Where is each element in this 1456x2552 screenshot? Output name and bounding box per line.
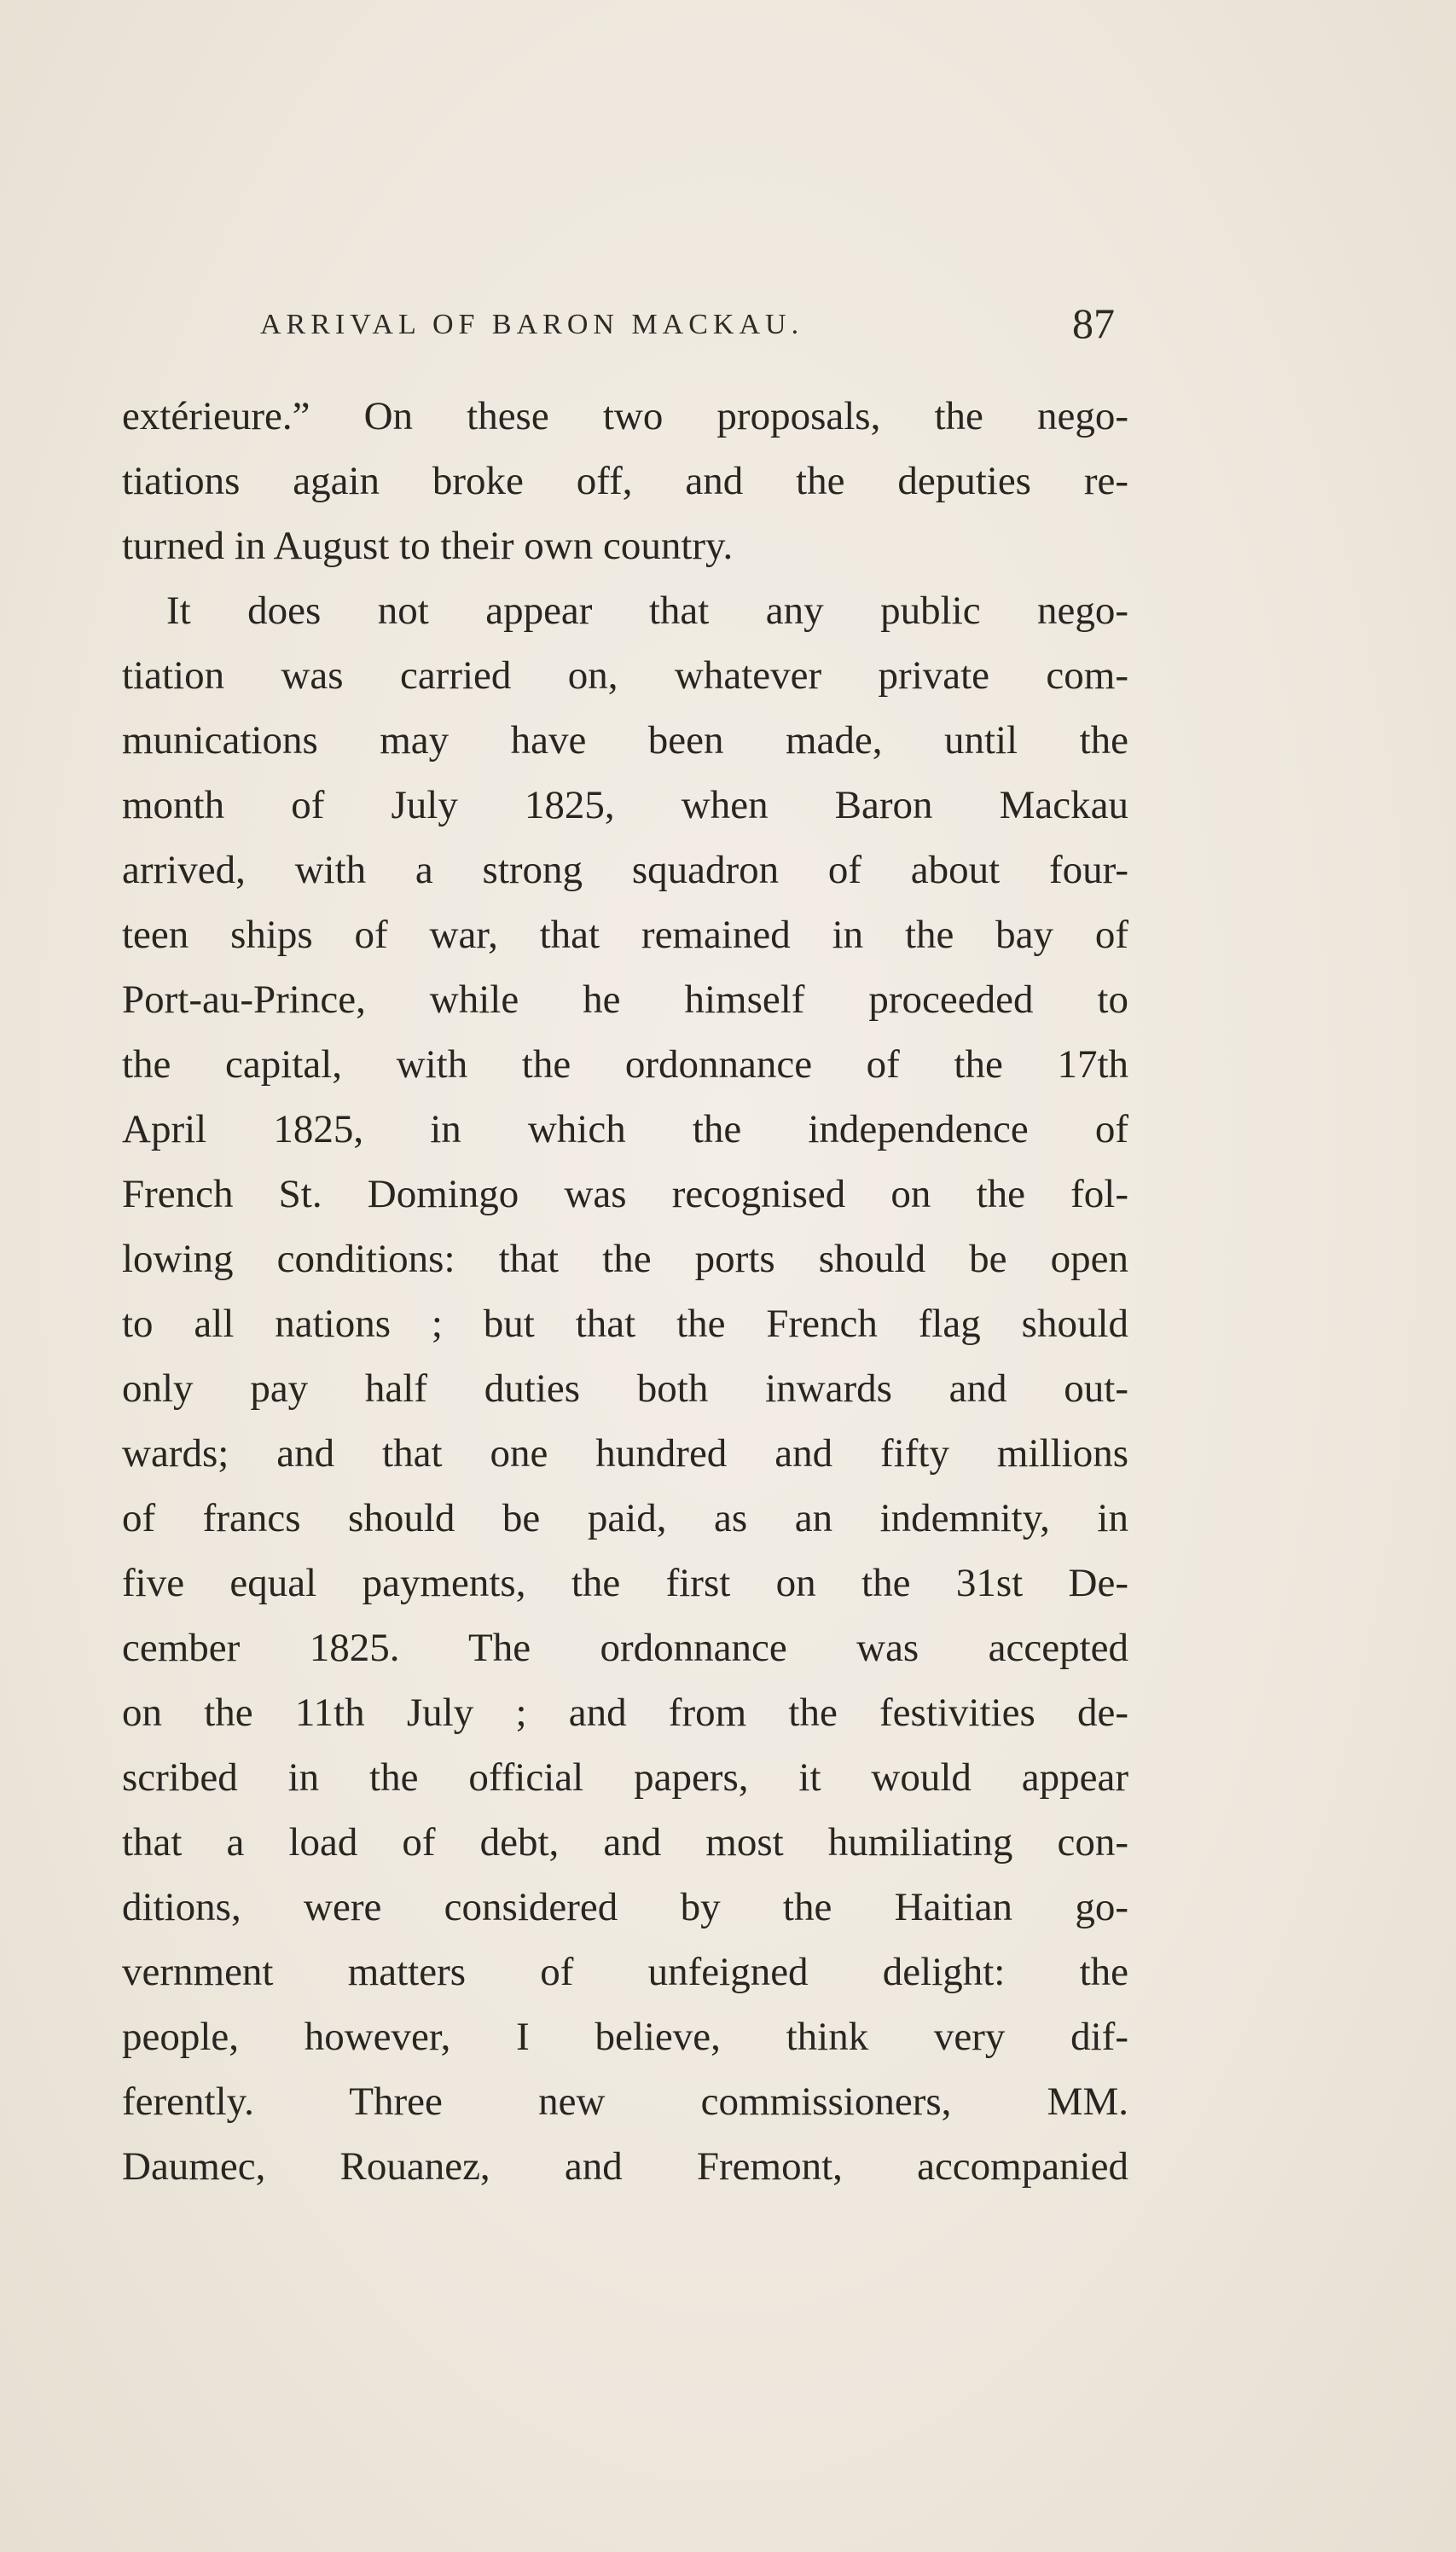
text-line: lowing conditions: that the ports should be open <box>122 1237 1128 1281</box>
text-line: French St. Domingo was recognised on the fol- <box>122 1172 1128 1216</box>
text-line: that a load of debt, and most humiliating con- <box>122 1820 1128 1865</box>
text-line: It does not appear that any public nego- <box>166 589 1128 633</box>
text-line: scribed in the official papers, it would appear <box>122 1755 1128 1800</box>
running-title: ARRIVAL OF BARON MACKAU. <box>260 309 804 340</box>
body-text <box>122 384 1128 2199</box>
paragraph-2 <box>122 578 1128 2199</box>
text-line: vernment matters of unfeigned delight: the <box>122 1950 1128 1994</box>
text-line: wards; and that one hundred and fifty millions <box>122 1431 1128 1476</box>
text-line: Port-au-Prince, while he himself proceeded to <box>122 977 1128 1022</box>
paragraph-1 <box>122 384 1128 578</box>
text-line: turned in August to their own country. <box>122 524 734 568</box>
text-line: the capital, with the ordonnance of the 17th <box>122 1042 1128 1087</box>
text-line: Daumec, Rouanez, and Fremont, accompanied <box>122 2144 1128 2189</box>
text-line: month of July 1825, when Baron Mackau <box>122 783 1128 827</box>
text-line: April 1825, in which the independence of <box>122 1107 1128 1151</box>
text-line: five equal payments, the first on the 31st De- <box>122 1561 1128 1605</box>
text-line: ditions, were considered by the Haitian go- <box>122 1885 1128 1929</box>
text-line: on the 11th July ; and from the festivities de- <box>122 1691 1128 1735</box>
text-line: tiations again broke off, and the deputies re- <box>122 459 1128 503</box>
text-line: ferently. Three new commissioners, MM. <box>122 2079 1128 2124</box>
text-line: people, however, I believe, think very dif- <box>122 2015 1128 2059</box>
text-line: tiation was carried on, whatever private com- <box>122 653 1128 698</box>
text-line: arrived, with a strong squadron of about four- <box>122 848 1128 892</box>
text-line: cember 1825. The ordonnance was accepted <box>122 1626 1128 1670</box>
text-line: only pay half duties both inwards and out- <box>122 1366 1128 1411</box>
text-line: of francs should be paid, as an indemnity, in <box>122 1496 1128 1540</box>
text-line: to all nations ; but that the French flag should <box>122 1302 1128 1346</box>
text-line: teen ships of war, that remained in the bay of <box>122 913 1128 957</box>
text-line: extérieure.” On these two proposals, the nego- <box>122 394 1128 438</box>
text-line: munications may have been made, until the <box>122 718 1128 763</box>
running-head <box>260 299 1115 350</box>
page-number: 87 <box>1072 299 1115 347</box>
